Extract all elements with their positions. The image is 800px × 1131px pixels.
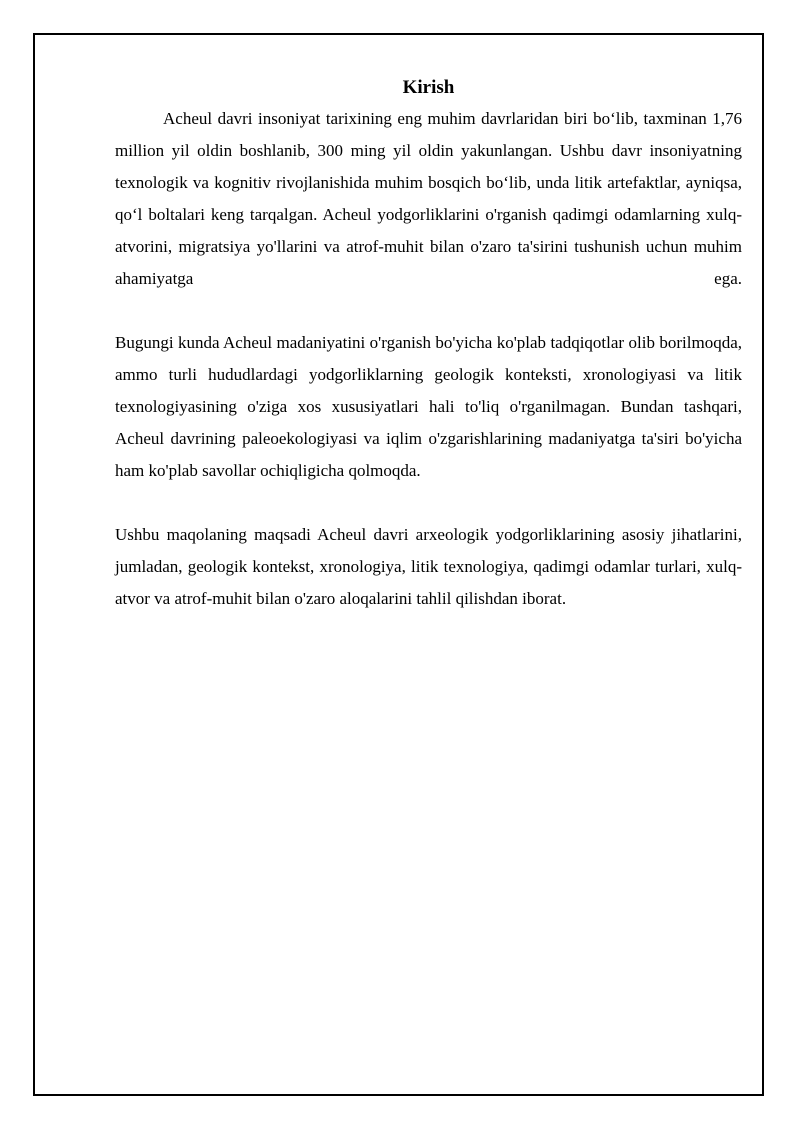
section-title: Kirish — [402, 77, 455, 98]
paragraph-purpose: Ushbu maqolaning maqsadi Acheul davri arxeologik yodgorliklarining asosiy jihatlarini, jumladan, geologik kontekst, xronologiya, litik texnologiya, qadimgi odamlar turlari, xulq-atvor va atrof-muhit bilan o'zaro aloqalarini tahlil qilishdan iborat. — [115, 525, 742, 608]
paragraph-gap — [115, 487, 742, 519]
paragraph-research-state: Bugungi kunda Acheul madaniyatini o'rganish bo'yicha ko'plab tadqiqotlar olib borilmoqda, ammo turli hududlardagi yodgorliklarning geologik konteksti, xronologiyasi va litik texnologiyasining o'ziga xos xususiyatlari hali to'liq o'rganilmagan. Bundan tashqari, Acheul davrining paleoekologiyasi va iqlim o'zgarishlarining madaniyatga ta'siri bo'yicha ham ko'plab savollar ochiqligicha qolmoqda. — [115, 333, 742, 480]
paragraph-gap — [115, 295, 742, 327]
paragraph-introduction: Acheul davri insoniyat tarixining eng muhim davrlaridan biri bo‘lib, taxminan 1,76 million yil oldin boshlanib, 300 ming yil oldin yakunlangan. Ushbu davr insoniyatning texnologik va kognitiv rivojlanishida muhim bosqich bo‘lib, unda litik artefaktlar, ayniqsa, qo‘l boltalari keng tarqalgan. Acheul yodgorliklarini o'rganish qadimgi odamlarning xulq-atvorini, migratsiya yo'llarini va atrof-muhit bilan o'zaro ta'sirini tushunish uchun muhim ahamiyatga ega. — [115, 109, 742, 288]
document-body — [115, 75, 742, 615]
